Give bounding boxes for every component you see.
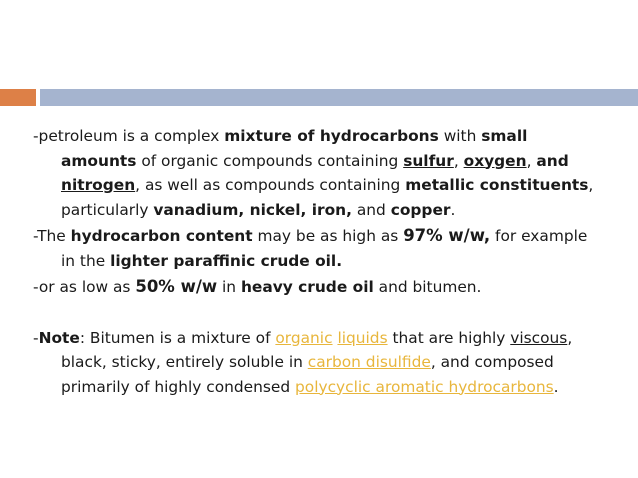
blue-header-bar — [40, 89, 638, 106]
bold-text: heavy crude oil — [240, 278, 374, 296]
slide-body — [33, 124, 605, 399]
note-label: Note — [38, 328, 80, 347]
text: , black, sticky, entirely soluble in — [61, 328, 573, 371]
bold-percentage: 50% w/w — [135, 277, 218, 296]
text: -petroleum is a complex — [33, 127, 225, 145]
text: - — [33, 328, 39, 347]
text: that are highly — [387, 328, 511, 347]
text: and bitumen. — [373, 278, 482, 296]
orange-accent-bar — [0, 89, 36, 106]
bold-text: vanadium, nickel, iron, — [153, 200, 352, 219]
bold-text: lighter paraffinic crude oil. — [110, 251, 343, 270]
paragraph-note — [33, 326, 605, 400]
text: : Bitumen is a mixture of — [79, 328, 276, 347]
bold-text: and — [536, 151, 569, 170]
link-organic[interactable]: organic — [275, 328, 333, 347]
link-carbon-disulfide[interactable]: carbon disulfide — [307, 353, 431, 371]
text: , — [526, 151, 537, 170]
bold-percentage: 97% w/w, — [403, 226, 491, 245]
bold-text: copper — [390, 200, 451, 219]
link-polycyclic-aromatic-hydrocarbons[interactable]: polycyclic aromatic hydrocarbons — [295, 377, 554, 396]
text: . — [450, 200, 456, 219]
text: , — [453, 151, 464, 170]
bold-text: hydrocarbon content — [70, 227, 253, 245]
text: of organic compounds containing — [136, 151, 404, 170]
term-sulfur: sulfur — [403, 151, 454, 170]
text: with — [438, 127, 482, 145]
text: -The — [33, 227, 71, 245]
term-nitrogen: nitrogen — [61, 176, 136, 194]
text: -or as low as — [33, 278, 136, 296]
term-viscous: viscous — [510, 328, 568, 347]
text: for example in the — [61, 227, 588, 270]
term-oxygen: oxygen — [463, 151, 527, 170]
text: and — [351, 200, 391, 219]
link-liquids[interactable]: liquids — [337, 328, 388, 347]
text: , particularly — [61, 176, 594, 219]
text: in — [217, 278, 241, 296]
bold-text: metallic constituents — [405, 176, 589, 194]
paragraph-low-content — [33, 275, 605, 300]
text: . — [553, 377, 559, 396]
bold-text: mixture of hydrocarbons — [224, 127, 439, 145]
text: may be as high as — [252, 227, 404, 245]
bold-text: small amounts — [61, 127, 528, 170]
text: , and composed primarily of highly condensed — [61, 353, 554, 396]
text: , as well as compounds containing — [135, 176, 406, 194]
paragraph-high-content — [33, 224, 605, 273]
paragraph-composition — [33, 124, 605, 222]
